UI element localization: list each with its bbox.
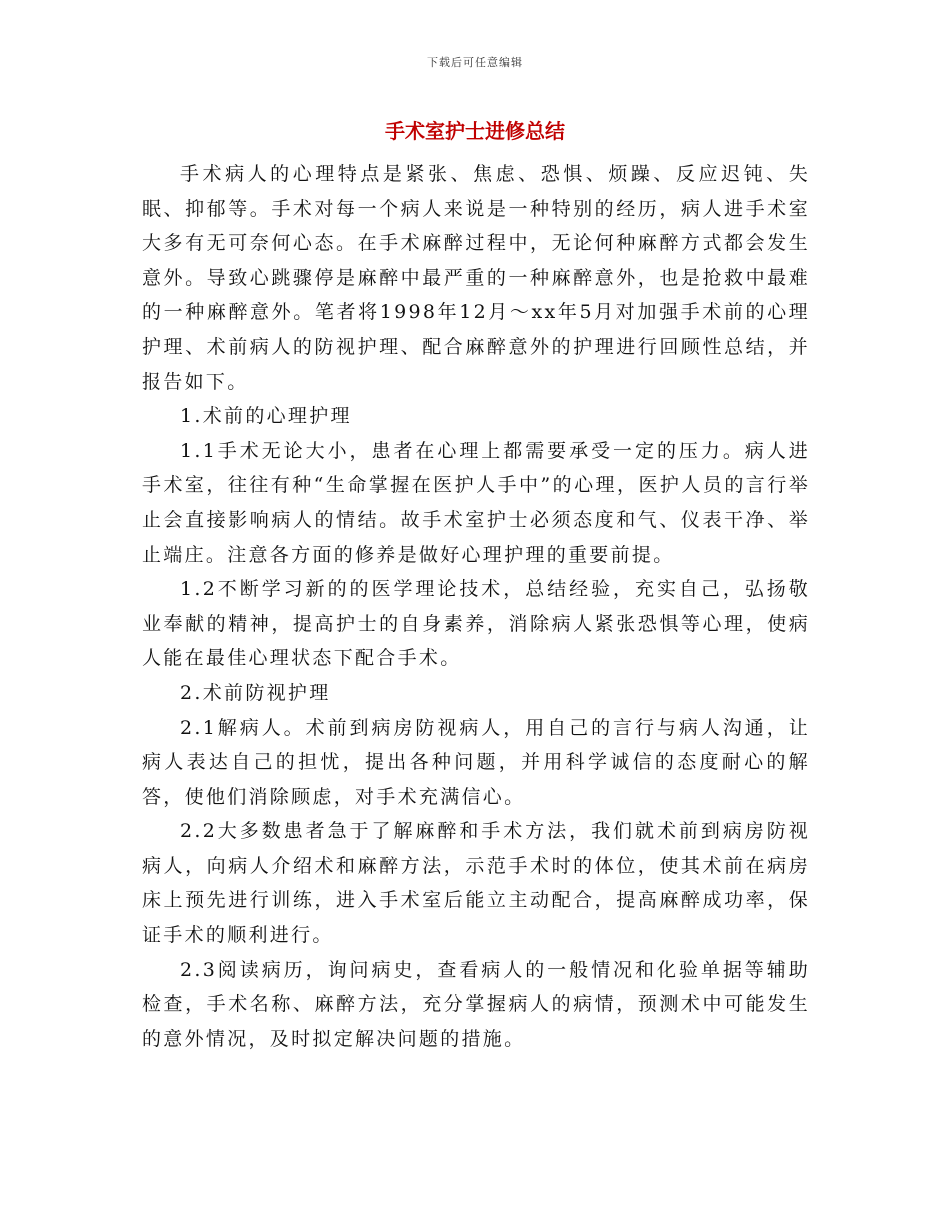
paragraph-2-1: 2.1解病人。术前到病房防视病人，用自己的言行与病人沟通，让病人表达自己的担忧，提出各种问题，并用科学诚信的态度耐心的解答，使他们消除顾虑，对手术充满信心。 [142, 716, 810, 808]
intro-paragraph: 手术病人的心理特点是紧张、焦虑、恐惧、烦躁、反应迟钝、失眠、抑郁等。手术对每一个病人来说是一种特别的经历，病人进手术室大多有无可奈何心态。在手术麻醉过程中，无论何种麻醉方式都会发生意外。导致心跳骤停是麻醉中最严重的一种麻醉意外，也是抢救中最难的一种麻醉意外。笔者将1998年12月～xx年5月对加强手术前的心理护理、术前病人的防视护理、配合麻醉意外的护理进行回顾性总结，并报告如下。 [142, 163, 810, 393]
paragraph-2-3: 2.3阅读病历，询问病史，查看病人的一般情况和化验单据等辅助检查，手术名称、麻醉方法，充分掌握病人的病情，预测术中可能发生的意外情况，及时拟定解决问题的措施。 [142, 958, 810, 1050]
document-body [142, 157, 810, 1056]
paragraph-2-2: 2.2大多数患者急于了解麻醉和手术方法，我们就术前到病房防视病人，向病人介绍术和麻醉方法，示范手术时的体位，使其术前在病房床上预先进行训练，进入手术室后能立主动配合，提高麻醉成功率，保证手术的顺利进行。 [142, 820, 810, 947]
document-title: 手术室护士进修总结 [385, 119, 565, 143]
paragraph-1-1: 1.1手术无论大小，患者在心理上都需要承受一定的压力。病人进手术室，往往有种“生命掌握在医护人手中”的心理，医护人员的言行举止会直接影响病人的情结。故手术室护士必须态度和气、仪表干净、举止端庄。注意各方面的修养是做好心理护理的重要前提。 [142, 439, 810, 566]
section-heading-1: 1.术前的心理护理 [180, 405, 352, 428]
section-heading-2: 2.术前防视护理 [180, 681, 331, 704]
page-header-note: 下载后可任意编辑 [427, 56, 523, 69]
paragraph-1-2: 1.2不断学习新的的医学理论技术，总结经验，充实自己，弘扬敬业奉献的精神，提高护士的自身素养，消除病人紧张恐惧等心理，使病人能在最佳心理状态下配合手术。 [142, 578, 810, 670]
